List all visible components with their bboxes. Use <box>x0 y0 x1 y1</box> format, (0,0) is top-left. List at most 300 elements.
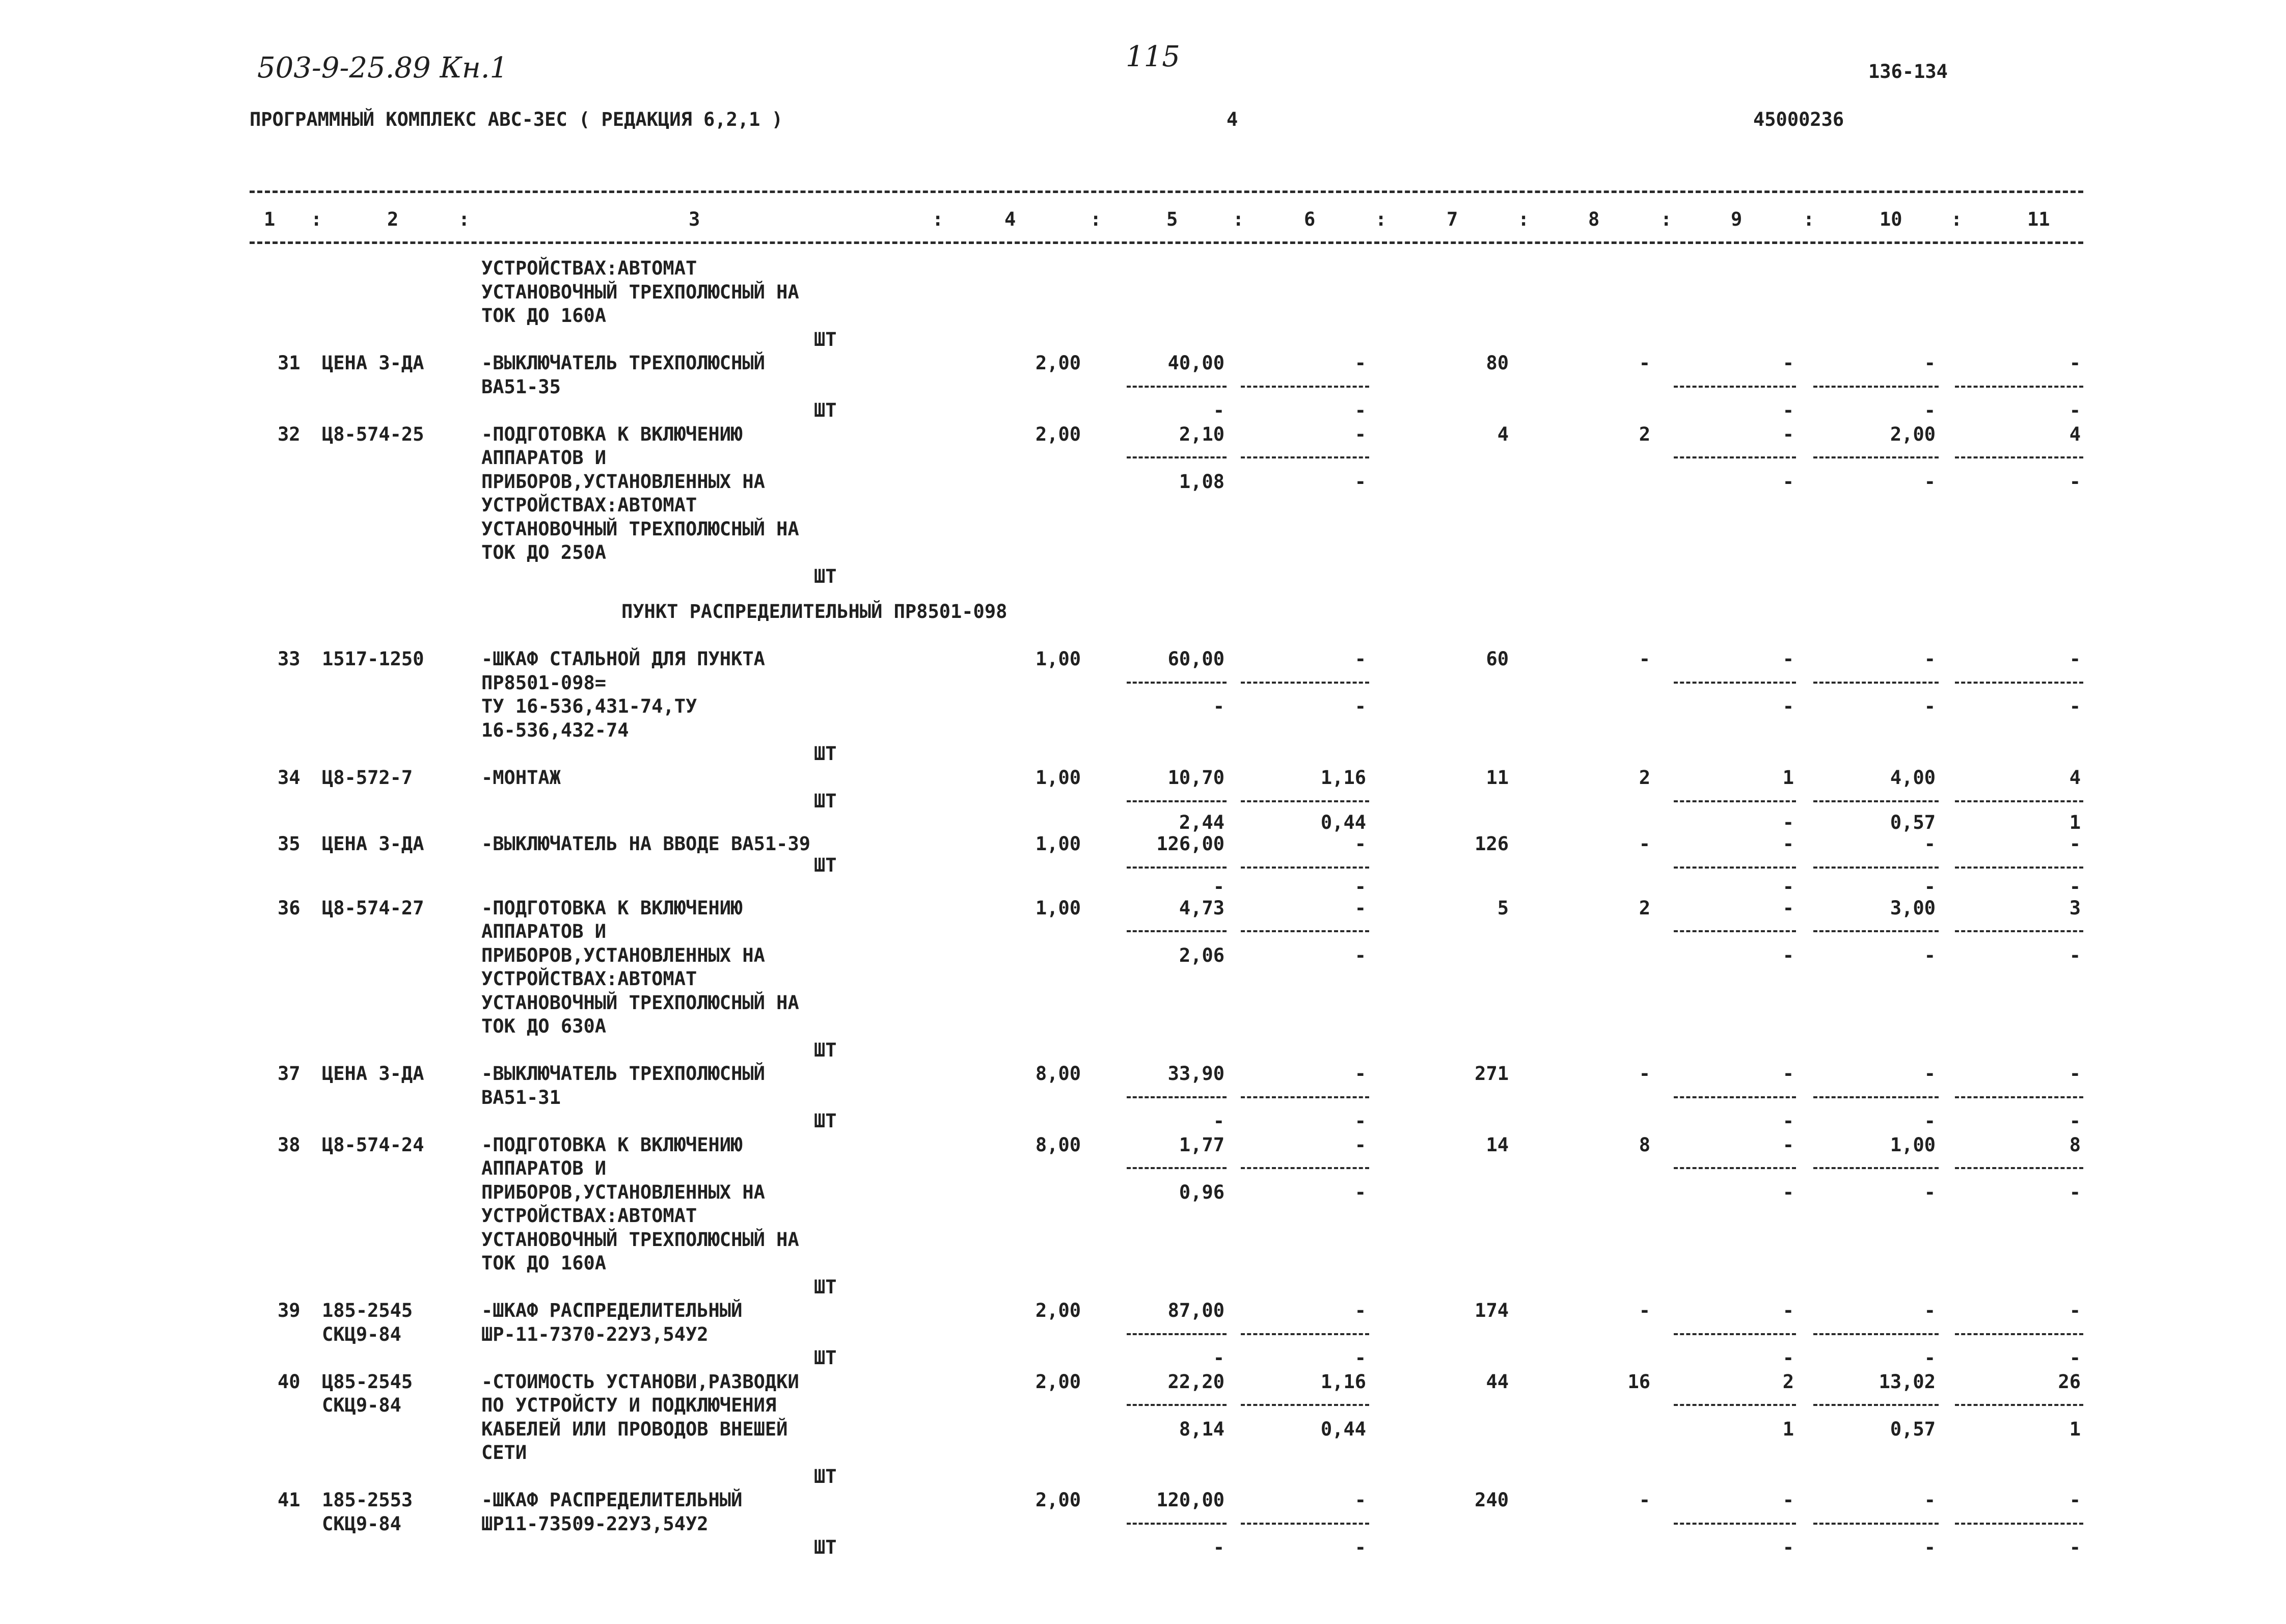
cell-c8: 2 <box>1639 767 1650 789</box>
item-description: СЕТИ <box>481 1442 527 1464</box>
cell-c10: 13,02 <box>1879 1371 1936 1393</box>
cell-c10: - <box>1924 1300 1936 1321</box>
cost-underline <box>1955 1404 2083 1406</box>
cost-underline <box>1955 386 2083 388</box>
cell-c4: 2,00 <box>1035 1300 1081 1321</box>
cell-c10: - <box>1924 1347 1936 1369</box>
cell-c7: 80 <box>1486 352 1509 374</box>
cost-underline <box>1241 930 1369 932</box>
item-number: 40 <box>278 1371 301 1393</box>
item-description: УСТАНОВОЧНЫЙ ТРЕХПОЛЮСНЫЙ НА <box>481 281 799 303</box>
item-description: ВА51-31 <box>481 1087 561 1108</box>
cell-c9: - <box>1782 399 1794 421</box>
item-description: ТУ 16-536,431-74,ТУ <box>481 695 697 717</box>
item-description: КАБЕЛЕЙ ИЛИ ПРОВОДОВ ВНЕШЕЙ <box>481 1418 788 1440</box>
header-rule-bottom <box>250 241 2083 244</box>
cell-c4: 2,00 <box>1035 423 1081 445</box>
cell-c10: - <box>1924 648 1936 670</box>
cell-c6: - <box>1354 471 1366 493</box>
cost-underline <box>1955 1523 2083 1525</box>
item-code: 185-2545 <box>322 1300 413 1321</box>
cell-c10: - <box>1924 1489 1936 1511</box>
cost-underline <box>1674 456 1796 458</box>
cell-c9: - <box>1782 648 1794 670</box>
cell-c5: - <box>1213 695 1224 717</box>
item-description: АППАРАТОВ И <box>481 1157 607 1179</box>
doc-reference: 136-134 <box>1868 61 1948 83</box>
cost-underline <box>1127 867 1227 869</box>
cell-c5: 2,06 <box>1179 944 1224 966</box>
cost-underline <box>1241 682 1369 684</box>
cell-c10: 4,00 <box>1890 767 1936 789</box>
column-header-9: 9 <box>1731 208 1743 230</box>
item-description: -ШКАФ РАСПРЕДЕЛИТЕЛЬНЫЙ <box>481 1489 743 1511</box>
cost-underline <box>1241 456 1369 458</box>
header-rule-top <box>250 191 2083 193</box>
cost-underline <box>1674 800 1796 802</box>
cell-c6: - <box>1354 399 1366 421</box>
item-description: УСТАНОВОЧНЫЙ ТРЕХПОЛЮСНЫЙ НА <box>481 992 799 1014</box>
doc-code: 45000236 <box>1753 109 1844 130</box>
cell-c5: 8,14 <box>1179 1418 1224 1440</box>
cell-c11: - <box>2069 944 2081 966</box>
cell-c6: - <box>1354 1063 1366 1085</box>
item-description: -ПОДГОТОВКА К ВКЛЮЧЕНИЮ <box>481 897 743 919</box>
cost-underline <box>1674 930 1796 932</box>
unit-label: ШТ <box>814 743 837 765</box>
cost-underline <box>1813 1167 1939 1169</box>
cell-c5: 1,77 <box>1179 1134 1224 1156</box>
cell-c10: - <box>1924 1536 1936 1558</box>
cell-c9: - <box>1782 695 1794 717</box>
cell-c9: 2 <box>1782 1371 1794 1393</box>
cost-underline <box>1813 1523 1939 1525</box>
cell-c6: - <box>1354 1110 1366 1132</box>
column-header-3: 3 <box>689 208 700 230</box>
cost-underline <box>1241 1167 1369 1169</box>
column-separator: : <box>458 208 470 230</box>
cell-c8: - <box>1639 352 1650 374</box>
item-description: ПР8501-098= <box>481 672 607 694</box>
cell-c5: 1,08 <box>1179 471 1224 493</box>
cell-c6: - <box>1354 944 1366 966</box>
cost-underline <box>1813 800 1939 802</box>
cell-c10: 3,00 <box>1890 897 1936 919</box>
program-line: ПРОГРАММНЫЙ КОМПЛЕКС АВС-3ЕС ( РЕДАКЦИЯ 6,2,1 ) <box>250 109 783 130</box>
item-description: АППАРАТОВ И <box>481 921 607 942</box>
cost-underline <box>1674 1167 1796 1169</box>
item-description: -ШКАФ СТАЛЬНОЙ ДЛЯ ПУНКТА <box>481 648 765 670</box>
item-description: ШР11-73509-22У3,54У2 <box>481 1513 709 1535</box>
cell-c11: - <box>2069 352 2081 374</box>
item-code: ЦЕНА 3-ДА <box>322 1063 424 1085</box>
item-code: Ц8-574-25 <box>322 423 424 445</box>
cell-c9: - <box>1782 1347 1794 1369</box>
column-separator: : <box>1951 208 1963 230</box>
unit-label: ШТ <box>814 790 837 812</box>
cell-c9: - <box>1782 1181 1794 1203</box>
cell-c11: - <box>2069 471 2081 493</box>
item-description: ПРИБОРОВ,УСТАНОВЛЕННЫХ НА <box>481 944 765 966</box>
cell-c7: 44 <box>1486 1371 1509 1393</box>
cost-underline <box>1241 800 1369 802</box>
cost-underline <box>1813 867 1939 869</box>
cell-c7: 174 <box>1475 1300 1509 1321</box>
cost-underline <box>1241 1523 1369 1525</box>
item-number: 37 <box>278 1063 301 1085</box>
cell-c11: - <box>2069 833 2081 855</box>
item-description: -ВЫКЛЮЧАТЕЛЬ ТРЕХПОЛЮСНЫЙ <box>481 1063 765 1085</box>
item-number: 41 <box>278 1489 301 1511</box>
column-separator: : <box>932 208 944 230</box>
column-header-4: 4 <box>1004 208 1016 230</box>
cell-c11: - <box>2069 1489 2081 1511</box>
cell-c6: - <box>1354 876 1366 898</box>
item-code: Ц8-574-27 <box>322 897 424 919</box>
column-separator: : <box>1233 208 1244 230</box>
section-title: ПУНКТ РАСПРЕДЕЛИТЕЛЬНЫЙ ПР8501-098 <box>621 601 1008 622</box>
cost-underline <box>1127 800 1227 802</box>
cell-c11: 3 <box>2069 897 2081 919</box>
cell-c5: 4,73 <box>1179 897 1224 919</box>
item-description: ТОК ДО 160А <box>481 1252 607 1274</box>
cell-c5: 40,00 <box>1167 352 1224 374</box>
cost-underline <box>1955 1096 2083 1098</box>
cell-c5: - <box>1213 1347 1224 1369</box>
cell-c9: - <box>1782 833 1794 855</box>
cost-underline <box>1813 930 1939 932</box>
unit-label: ШТ <box>814 1466 837 1487</box>
cost-underline <box>1674 1523 1796 1525</box>
item-code: СКЦ9-84 <box>322 1513 401 1535</box>
cell-c11: - <box>2069 399 2081 421</box>
cost-underline <box>1674 682 1796 684</box>
item-code: СКЦ9-84 <box>322 1323 401 1345</box>
cost-underline <box>1813 1333 1939 1335</box>
cost-underline <box>1127 1333 1227 1335</box>
cell-c5: 2,10 <box>1179 423 1224 445</box>
cell-c5: - <box>1213 1110 1224 1132</box>
cell-c6: 0,44 <box>1320 811 1366 833</box>
cell-c9: - <box>1782 1063 1794 1085</box>
cell-c11: - <box>2069 695 2081 717</box>
cell-c10: - <box>1924 695 1936 717</box>
column-separator: : <box>311 208 322 230</box>
item-code: 1517-1250 <box>322 648 424 670</box>
column-header-7: 7 <box>1447 208 1458 230</box>
cost-underline <box>1241 867 1369 869</box>
cost-underline <box>1674 867 1796 869</box>
cell-c9: - <box>1782 1536 1794 1558</box>
cell-c11: - <box>2069 1181 2081 1203</box>
item-description: -ВЫКЛЮЧАТЕЛЬ ТРЕХПОЛЮСНЫЙ <box>481 352 765 374</box>
cell-c9: - <box>1782 1134 1794 1156</box>
cell-c6: 1,16 <box>1320 1371 1366 1393</box>
cell-c10: - <box>1924 399 1936 421</box>
cell-c11: - <box>2069 1536 2081 1558</box>
cell-c7: 14 <box>1486 1134 1509 1156</box>
cost-underline <box>1127 930 1227 932</box>
item-number: 32 <box>278 423 301 445</box>
cost-underline <box>1955 1333 2083 1335</box>
cell-c9: - <box>1782 811 1794 833</box>
cost-underline <box>1127 1404 1227 1406</box>
cell-c4: 2,00 <box>1035 1489 1081 1511</box>
item-description: ТОК ДО 630А <box>481 1015 607 1037</box>
column-separator: : <box>1090 208 1102 230</box>
cell-c11: 1 <box>2069 811 2081 833</box>
cost-underline <box>1127 1523 1227 1525</box>
cost-underline <box>1127 456 1227 458</box>
cell-c5: 10,70 <box>1167 767 1224 789</box>
cell-c11: - <box>2069 1347 2081 1369</box>
item-code: Ц8-572-7 <box>322 767 413 789</box>
item-description: -ПОДГОТОВКА К ВКЛЮЧЕНИЮ <box>481 423 743 445</box>
cell-c4: 8,00 <box>1035 1063 1081 1085</box>
cell-c5: 60,00 <box>1167 648 1224 670</box>
cost-underline <box>1241 1404 1369 1406</box>
item-description: АППАРАТОВ И <box>481 447 607 469</box>
unit-label: ШТ <box>814 329 837 350</box>
item-description: УСТРОЙСТВАХ:АВТОМАТ <box>481 494 697 516</box>
cost-underline <box>1813 682 1939 684</box>
column-header-2: 2 <box>387 208 399 230</box>
cell-c10: 0,57 <box>1890 811 1936 833</box>
item-description: ПО УСТРОЙСТУ И ПОДКЛЮЧЕНИЯ <box>481 1394 777 1416</box>
cell-c11: - <box>2069 1110 2081 1132</box>
cell-c10: 1,00 <box>1890 1134 1936 1156</box>
cell-c4: 2,00 <box>1035 1371 1081 1393</box>
cell-c6: 0,44 <box>1320 1418 1366 1440</box>
item-code: Ц8-574-24 <box>322 1134 424 1156</box>
item-description: УСТРОЙСТВАХ:АВТОМАТ <box>481 257 697 279</box>
cost-underline <box>1674 1333 1796 1335</box>
column-separator: : <box>1803 208 1815 230</box>
item-code: ЦЕНА 3-ДА <box>322 352 424 374</box>
cell-c5: - <box>1213 1536 1224 1558</box>
item-description: УСТРОЙСТВАХ:АВТОМАТ <box>481 1205 697 1227</box>
cost-underline <box>1127 1167 1227 1169</box>
cell-c8: - <box>1639 1489 1650 1511</box>
cell-c11: 4 <box>2069 423 2081 445</box>
cost-underline <box>1813 1096 1939 1098</box>
item-number: 39 <box>278 1300 301 1321</box>
item-code: СКЦ9-84 <box>322 1394 401 1416</box>
cell-c9: - <box>1782 1300 1794 1321</box>
cell-c6: - <box>1354 833 1366 855</box>
item-description: -СТОИМОСТЬ УСТАНОВИ,РАЗВОДКИ <box>481 1371 799 1393</box>
cell-c6: - <box>1354 1536 1366 1558</box>
column-header-10: 10 <box>1880 208 1902 230</box>
cell-c4: 1,00 <box>1035 648 1081 670</box>
cell-c9: - <box>1782 876 1794 898</box>
cost-underline <box>1813 456 1939 458</box>
cell-c5: 87,00 <box>1167 1300 1224 1321</box>
item-description: 16-536,432-74 <box>481 719 629 741</box>
item-number: 33 <box>278 648 301 670</box>
cell-c6: - <box>1354 695 1366 717</box>
item-description: ВА51-35 <box>481 376 561 398</box>
item-description: ТОК ДО 160А <box>481 305 607 327</box>
column-header-11: 11 <box>2027 208 2050 230</box>
cell-c10: - <box>1924 352 1936 374</box>
handwritten-page-number: 115 <box>1126 40 1180 73</box>
column-header-6: 6 <box>1304 208 1316 230</box>
unit-label: ШТ <box>814 1110 837 1132</box>
cell-c11: 8 <box>2069 1134 2081 1156</box>
cell-c8: 2 <box>1639 423 1650 445</box>
handwritten-doc-code: 503-9-25.89 Кн.1 <box>257 51 508 85</box>
column-separator: : <box>1375 208 1387 230</box>
item-description: ПРИБОРОВ,УСТАНОВЛЕННЫХ НА <box>481 1181 765 1203</box>
cell-c6: - <box>1354 1347 1366 1369</box>
cell-c11: 26 <box>2058 1371 2081 1393</box>
cell-c6: - <box>1354 1134 1366 1156</box>
unit-label: ШТ <box>814 1276 837 1298</box>
cell-c10: - <box>1924 876 1936 898</box>
item-description: -ПОДГОТОВКА К ВКЛЮЧЕНИЮ <box>481 1134 743 1156</box>
column-separator: : <box>1661 208 1672 230</box>
cost-underline <box>1674 386 1796 388</box>
cell-c5: 22,20 <box>1167 1371 1224 1393</box>
unit-label: ШТ <box>814 399 837 421</box>
page-number: 4 <box>1227 109 1238 130</box>
cell-c5: - <box>1213 399 1224 421</box>
cost-underline <box>1127 682 1227 684</box>
cell-c9: 1 <box>1782 767 1794 789</box>
column-separator: : <box>1518 208 1530 230</box>
item-description: -ВЫКЛЮЧАТЕЛЬ НА ВВОДЕ ВА51-39 <box>481 833 811 855</box>
cell-c4: 1,00 <box>1035 767 1081 789</box>
cell-c9: - <box>1782 423 1794 445</box>
cell-c9: - <box>1782 352 1794 374</box>
cell-c7: 5 <box>1497 897 1509 919</box>
item-description: УСТАНОВОЧНЫЙ ТРЕХПОЛЮСНЫЙ НА <box>481 1229 799 1251</box>
cell-c9: - <box>1782 1110 1794 1132</box>
cell-c8: 2 <box>1639 897 1650 919</box>
cell-c8: - <box>1639 1063 1650 1085</box>
cell-c7: 271 <box>1475 1063 1509 1085</box>
cell-c6: - <box>1354 1300 1366 1321</box>
cell-c10: - <box>1924 1110 1936 1132</box>
cell-c5: 33,90 <box>1167 1063 1224 1085</box>
cell-c10: - <box>1924 833 1936 855</box>
item-description: ТОК ДО 250А <box>481 542 607 563</box>
cell-c5: 0,96 <box>1179 1181 1224 1203</box>
cell-c7: 126 <box>1475 833 1509 855</box>
item-number: 38 <box>278 1134 301 1156</box>
item-number: 34 <box>278 767 301 789</box>
item-number: 36 <box>278 897 301 919</box>
cell-c10: 0,57 <box>1890 1418 1936 1440</box>
cell-c5: 126,00 <box>1156 833 1224 855</box>
cost-underline <box>1241 1096 1369 1098</box>
item-description: УСТРОЙСТВАХ:АВТОМАТ <box>481 968 697 990</box>
cell-c11: 4 <box>2069 767 2081 789</box>
unit-label: ШТ <box>814 854 837 876</box>
unit-label: ШТ <box>814 1536 837 1558</box>
cell-c9: - <box>1782 471 1794 493</box>
item-description: ШР-11-7370-22У3,54У2 <box>481 1323 709 1345</box>
cell-c7: 4 <box>1497 423 1509 445</box>
cost-underline <box>1955 867 2083 869</box>
cell-c7: 60 <box>1486 648 1509 670</box>
cell-c8: - <box>1639 648 1650 670</box>
cost-underline <box>1127 1096 1227 1098</box>
cell-c9: - <box>1782 944 1794 966</box>
cell-c7: 240 <box>1475 1489 1509 1511</box>
cell-c11: - <box>2069 1063 2081 1085</box>
cell-c10: 2,00 <box>1890 423 1936 445</box>
cell-c6: - <box>1354 1489 1366 1511</box>
cell-c9: 1 <box>1782 1418 1794 1440</box>
unit-label: ШТ <box>814 1039 837 1061</box>
cell-c11: - <box>2069 648 2081 670</box>
cell-c9: - <box>1782 1489 1794 1511</box>
item-description: ПРИБОРОВ,УСТАНОВЛЕННЫХ НА <box>481 471 765 493</box>
cost-underline <box>1955 1167 2083 1169</box>
cell-c5: 120,00 <box>1156 1489 1224 1511</box>
item-description: -МОНТАЖ <box>481 767 561 789</box>
item-code: 185-2553 <box>322 1489 413 1511</box>
cell-c6: - <box>1354 897 1366 919</box>
column-header-5: 5 <box>1166 208 1178 230</box>
cell-c10: - <box>1924 1063 1936 1085</box>
cell-c4: 8,00 <box>1035 1134 1081 1156</box>
cell-c6: - <box>1354 352 1366 374</box>
cell-c6: - <box>1354 648 1366 670</box>
cost-underline <box>1674 1096 1796 1098</box>
cell-c5: 2,44 <box>1179 811 1224 833</box>
cell-c6: - <box>1354 423 1366 445</box>
cost-underline <box>1241 386 1369 388</box>
cost-underline <box>1127 386 1227 388</box>
cost-underline <box>1955 800 2083 802</box>
cell-c4: 1,00 <box>1035 897 1081 919</box>
cost-underline <box>1813 1404 1939 1406</box>
unit-label: ШТ <box>814 1347 837 1369</box>
cell-c4: 2,00 <box>1035 352 1081 374</box>
column-header-1: 1 <box>264 208 276 230</box>
cell-c6: - <box>1354 1181 1366 1203</box>
cost-underline <box>1674 1404 1796 1406</box>
cost-underline <box>1955 456 2083 458</box>
cell-c9: - <box>1782 897 1794 919</box>
cost-underline <box>1955 682 2083 684</box>
cell-c10: - <box>1924 944 1936 966</box>
cell-c8: - <box>1639 833 1650 855</box>
column-header-8: 8 <box>1588 208 1600 230</box>
cost-underline <box>1241 1333 1369 1335</box>
cell-c8: 16 <box>1627 1371 1650 1393</box>
item-code: ЦЕНА 3-ДА <box>322 833 424 855</box>
cell-c8: - <box>1639 1300 1650 1321</box>
cell-c11: 1 <box>2069 1418 2081 1440</box>
item-number: 35 <box>278 833 301 855</box>
cell-c5: - <box>1213 876 1224 898</box>
item-description: УСТАНОВОЧНЫЙ ТРЕХПОЛЮСНЫЙ НА <box>481 518 799 540</box>
cell-c10: - <box>1924 471 1936 493</box>
cell-c10: - <box>1924 1181 1936 1203</box>
cell-c6: 1,16 <box>1320 767 1366 789</box>
item-description: -ШКАФ РАСПРЕДЕЛИТЕЛЬНЫЙ <box>481 1300 743 1321</box>
cell-c7: 11 <box>1486 767 1509 789</box>
cell-c4: 1,00 <box>1035 833 1081 855</box>
unit-label: ШТ <box>814 565 837 587</box>
cell-c8: 8 <box>1639 1134 1650 1156</box>
cell-c11: - <box>2069 876 2081 898</box>
item-number: 31 <box>278 352 301 374</box>
